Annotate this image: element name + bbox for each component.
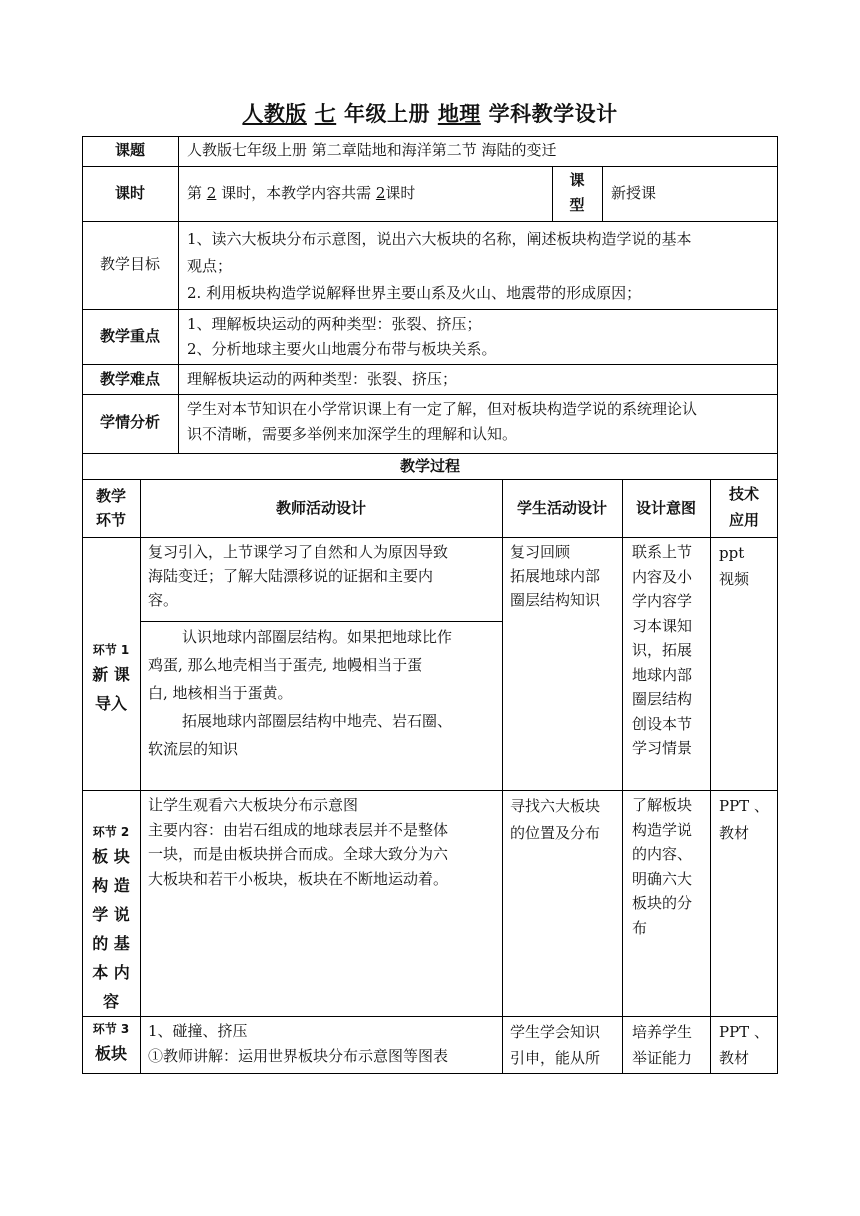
type-label: 课 型	[569, 171, 585, 214]
stage-3-intent: 培养学生 举证能力	[632, 1023, 693, 1067]
col-intent-header: 设计意图	[635, 499, 696, 517]
topic-value: 人教版七年级上册 第二章陆地和海洋第二节 海陆的变迁	[187, 141, 557, 159]
page-title: 人教版 七 年级上册 地理 学科教学设计	[242, 102, 618, 126]
stage-2-tech: PPT 、 教材	[719, 797, 769, 842]
key-label: 教学重点	[99, 327, 160, 345]
stage-3-teacher: 1、碰撞、挤压 ①教师讲解：运用世界板块分布示意图等图表	[148, 1022, 449, 1065]
col-teacher-header: 教师活动设计	[275, 499, 366, 517]
stage-1-student: 复习回顾 拓展地球内部 圈层结构知识	[510, 543, 601, 609]
analysis-text: 学生对本节知识在小学常识课上有一定了解，但对板块构造学说的系统理论认 识不清晰，需要多举例来加深学生的理解和认知。	[187, 400, 698, 443]
analysis-label: 学情分析	[99, 413, 160, 431]
stage-3-label: 环节 3 板块	[92, 1022, 130, 1063]
type-value: 新授课	[611, 184, 657, 202]
col-student-header: 学生活动设计	[516, 499, 607, 517]
stage-1-teacher-review: 复习引入，上节课学习了自然和人为原因导致 海陆变迁；了解大陆漂移说的证据和主要内 容。	[148, 543, 449, 609]
difficulty-text: 理解板块运动的两种类型：张裂、挤压；	[187, 370, 458, 388]
stage-3-student: 学生学会知识 引申，能从所	[510, 1023, 601, 1067]
stage-1-teacher-structure: 认识地球内部圈层结构。如果把地球比作 鸡蛋, 那么地壳相当于蛋壳, 地幔相当于蛋 白, 地核相当于蛋黄。 拓展地球内部圈层结构中地壳、岩石圈、 软流层的知识	[148, 628, 453, 758]
goals-text: 1、读六大板块分布示意图，说出六大板块的名称，阐述板块构造学说的基本 观点； 2. 利用板块构造学说解释世界主要山系及火山、地震带的形成原因；	[187, 230, 692, 302]
stage-1-intent: 联系上节 内容及小 学内容学 习本课知 识，拓展 地球内部 圈层结构 创设本节 学习情景	[632, 543, 693, 757]
process-header: 教学过程	[399, 457, 460, 475]
col-tech-header: 技术 应用	[728, 485, 759, 529]
hours-label: 课时	[114, 184, 145, 202]
stage-1-tech: ppt 视频	[719, 544, 750, 588]
stage-2-student: 寻找六大板块 的位置及分布	[510, 797, 601, 842]
hours-value: 第 2 课时，本教学内容共需 2课时	[187, 184, 416, 202]
difficulty-label: 教学难点	[99, 370, 160, 388]
stage-2-intent: 了解板块 构造学说 的内容、 明确六大 板块的分 布	[632, 796, 693, 937]
goals-label: 教学目标	[99, 255, 160, 273]
topic-label: 课题	[114, 141, 145, 159]
stage-3-tech: PPT 、 教材	[719, 1023, 769, 1067]
stage-2-teacher: 让学生观看六大板块分布示意图 主要内容：由岩石组成的地球表层并不是整体 一块，而是由板块拼合而成。全球大致分为六 大板块和若干小板块，板块在不断地运动着。	[148, 796, 449, 888]
stage-1-label: 环节 1 新 课 导入	[92, 643, 130, 713]
stage-2-label: 环节 2 板 块 构 造 学 说 的 基 本 内 容	[92, 825, 130, 1011]
col-stage-header: 教学 环节	[95, 487, 126, 529]
key-text: 1、理解板块运动的两种类型：张裂、挤压； 2、分析地球主要火山地震分布带与板块关系。	[187, 315, 497, 358]
